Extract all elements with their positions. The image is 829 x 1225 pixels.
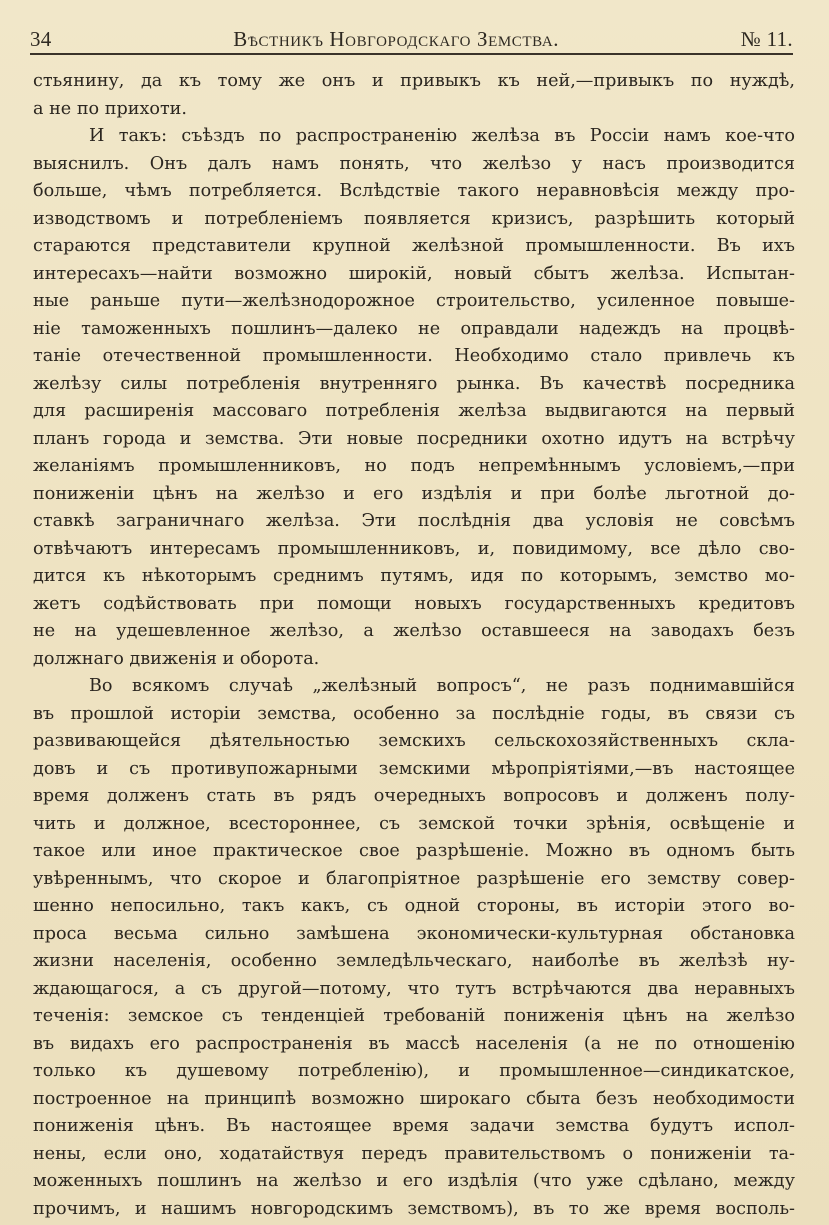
text-line: проса весьма сильно замѣшена экономически-культурная обстановка [33, 923, 795, 944]
text-line: время долженъ стать въ рядъ очередныхъ вопросовъ и долженъ полу- [33, 786, 795, 806]
text-line: въ видахъ его распространенія въ массѣ населенія (а не по отношенію [33, 1033, 795, 1054]
text-line: жетъ содѣйствовать при помощи новыхъ государственныхъ кредитовъ [33, 593, 795, 614]
text-line: стараются представители крупной желѣзной промышленности. Въ ихъ [33, 236, 795, 256]
body-text [33, 68, 795, 1223]
text-line: планъ города и земства. Эти новые посредники охотно идутъ на встрѣчу [33, 428, 795, 449]
text-line: дится къ нѣкоторымъ среднимъ путямъ, идя по которымъ, земство мо- [33, 566, 795, 586]
text-line: довъ и съ противупожарными земскими мѣропріятіями,—въ настоящее [33, 758, 795, 779]
text-line: моженныхъ пошлинъ на желѣзо и его издѣлія (что уже сдѣлано, между [33, 1171, 795, 1191]
text-line: желѣзу силы потребленія внутренняго рынка. Въ качествѣ посредника [33, 373, 795, 394]
paragraph [33, 673, 795, 1223]
text-line: желаніямъ промышленниковъ, но подъ непремѣннымъ условіемъ,—при [33, 456, 795, 476]
text-line: больше, чѣмъ потребляется. Вслѣдствіе такого неравновѣсія между про- [33, 181, 795, 201]
text-line: построенное на принципѣ возможно широкаго сбыта безъ необходимости [33, 1088, 795, 1109]
text-line: изводствомъ и потребленіемъ появляется кризисъ, разрѣшить который [33, 208, 795, 229]
text-line: должнаго движенія и оборота. [33, 648, 320, 669]
text-line: такое или иное практическое свое разрѣшеніе. Можно въ одномъ быть [33, 841, 795, 861]
issue-number: № 11. [740, 27, 793, 51]
text-line: выяснилъ. Онъ далъ намъ понять, что желѣзо у насъ производится [33, 153, 795, 174]
text-line: интересахъ—найти возможно широкій, новый сбытъ желѣза. Испытан- [33, 263, 795, 284]
text-line: въ прошлой исторіи земства, особенно за послѣдніе годы, въ связи съ [33, 703, 795, 724]
text-line: не на удешевленное желѣзо, а желѣзо оставшееся на заводахъ безъ [33, 621, 795, 641]
text-line: ные раньше пути—желѣзнодорожное строительство, усиленное повыше- [33, 291, 795, 311]
text-line: прочимъ, и нашимъ новгородскимъ земствомъ), въ то же время восполь- [33, 1198, 795, 1219]
text-line: шенно непосильно, такъ какъ, съ одной стороны, въ исторіи этого во- [33, 896, 795, 916]
text-line: пониженіи цѣнъ на желѣзо и его издѣлія и при болѣе льготной до- [33, 483, 795, 504]
text-line: отвѣчаютъ интересамъ промышленниковъ, и, повидимому, все дѣло сво- [33, 538, 795, 559]
text-line: ставкѣ заграничнаго желѣза. Эти послѣднія два условія не совсѣмъ [33, 511, 795, 531]
text-line: для расширенія массоваго потребленія желѣза выдвигаются на первый [33, 401, 795, 421]
text-line: Во всякомъ случаѣ „желѣзный вопросъ“, не разъ поднимавшійся [89, 676, 795, 696]
text-line: пониженія цѣнъ. Въ настоящее время задачи земства будутъ испол- [33, 1116, 795, 1136]
text-line: таніе отечественной промышленности. Необходимо стало привлечь къ [33, 346, 795, 366]
text-line: жизни населенія, особенно земледѣльческаго, наиболѣе въ желѣзѣ ну- [33, 951, 795, 971]
paragraph [33, 68, 795, 123]
text-line: стьянину, да къ тому же онъ и привыкъ къ ней,—привыкъ по нуждѣ, [33, 71, 795, 91]
text-line: ждающагося, а съ другой—потому, что тутъ встрѣчаются два неравныхъ [33, 978, 795, 999]
text-line: ніе таможенныхъ пошлинъ—далеко не оправдали надеждъ на процвѣ- [33, 318, 795, 339]
text-line: чить и должное, всестороннее, съ земской точки зрѣнія, освѣщеніе и [33, 813, 795, 834]
page-number: 34 [30, 27, 52, 51]
text-line: нены, если оно, ходатайствуя передъ правительствомъ о пониженіи та- [33, 1143, 795, 1164]
running-header [30, 18, 793, 52]
text-line: теченія: земское съ тенденціей требованій пониженія цѣнъ на желѣзо [33, 1006, 795, 1026]
text-line: только къ душевому потребленію), и промышленное—синдикатское, [33, 1061, 795, 1081]
text-line: И такъ: съѣздъ по распространенію желѣза въ Россіи намъ кое-что [89, 126, 795, 146]
paragraph [33, 123, 795, 673]
text-line: увѣреннымъ, что скорое и благопріятное разрѣшеніе его земству совер- [33, 868, 795, 889]
text-line: а не по прихоти. [33, 98, 188, 119]
text-line: развивающейся дѣятельностью земскихъ сельскохозяйственныхъ скла- [33, 731, 795, 751]
header-rule [30, 53, 793, 55]
journal-title: Вѣстникъ Новгородскаго Земства. [233, 27, 560, 51]
